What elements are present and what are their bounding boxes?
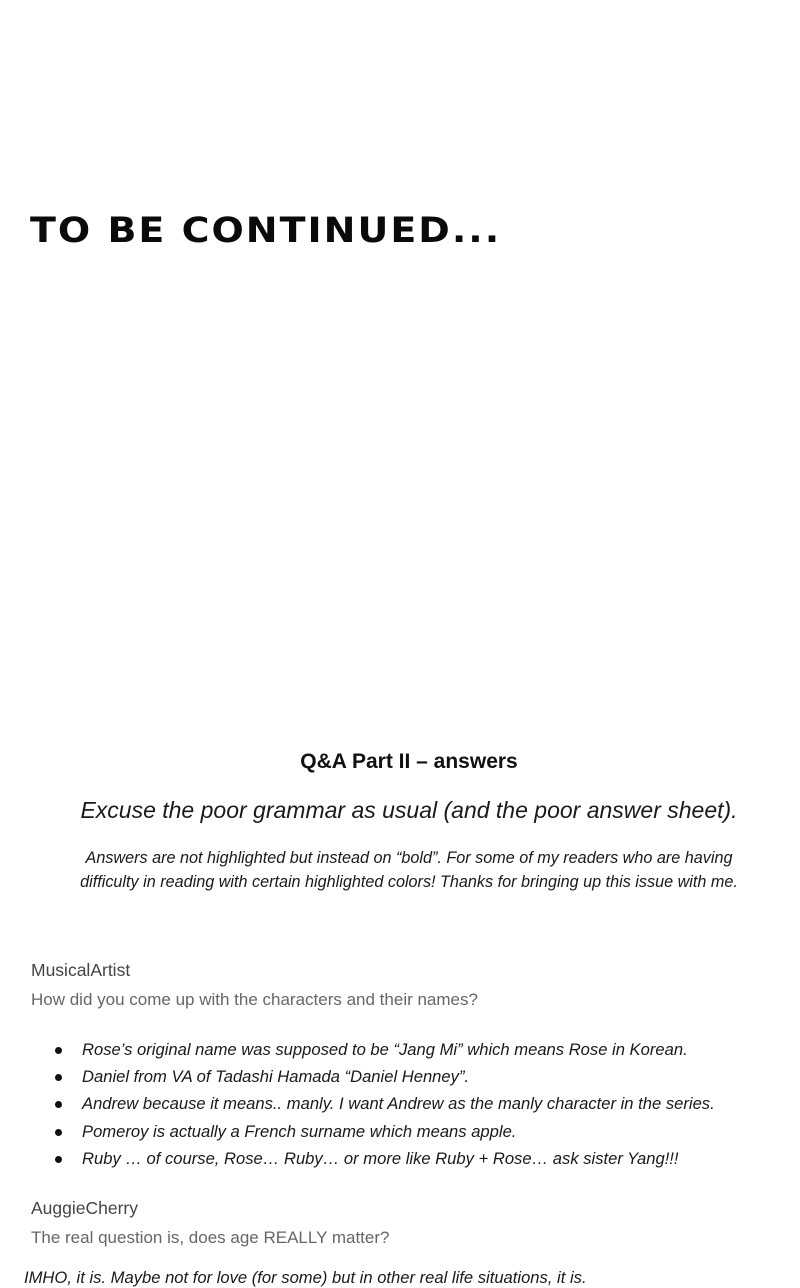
qa-subtitle: Excuse the poor grammar as usual (and the poor answer sheet). xyxy=(80,797,738,823)
qa-note xyxy=(20,846,798,894)
bullet-icon xyxy=(55,1101,62,1108)
answer-text: Andrew because it means.. manly. I want Andrew as the manly character in the series. xyxy=(82,1094,715,1114)
answer-text: Pomeroy is actually a French surname which means apple. xyxy=(82,1121,517,1141)
answer-list xyxy=(54,1036,715,1172)
answer-text: Daniel from VA of Tadashi Hamada “Daniel Henney”. xyxy=(82,1067,470,1087)
list-item xyxy=(54,1063,715,1090)
question-text: How did you come up with the characters and their names? xyxy=(31,990,478,1009)
question-text: The real question is, does age REALLY matter? xyxy=(31,1228,390,1247)
answer-text-partial: IMHO, it is. Maybe not for love (for some) but in other real life situations, it is. xyxy=(24,1268,587,1287)
commenter-name: MusicalArtist xyxy=(31,960,131,980)
list-item xyxy=(54,1036,715,1063)
bullet-icon xyxy=(55,1156,62,1163)
answer-text: Ruby … of course, Rose… Ruby… or more like Ruby + Rose… ask sister Yang!!! xyxy=(82,1148,679,1168)
qa-title: Q&A Part II – answers xyxy=(300,750,518,773)
bullet-icon xyxy=(55,1047,62,1054)
to-be-continued-caption: TO BE CONTINUED... xyxy=(30,210,502,251)
qa-note-line-2: difficulty in reading with certain highlighted colors! Thanks for bringing up this issue with me. xyxy=(80,873,738,891)
list-item xyxy=(54,1145,715,1172)
answer-text: Rose’s original name was supposed to be “Jang Mi” which means Rose in Korean. xyxy=(82,1040,688,1059)
list-item xyxy=(54,1090,715,1117)
bullet-icon xyxy=(55,1129,62,1136)
list-item xyxy=(54,1118,715,1145)
commenter-name: AuggieCherry xyxy=(31,1198,138,1218)
bullet-icon xyxy=(55,1074,62,1081)
qa-note-line-1: Answers are not highlighted but instead on “bold”. For some of my readers who are having xyxy=(85,849,733,867)
